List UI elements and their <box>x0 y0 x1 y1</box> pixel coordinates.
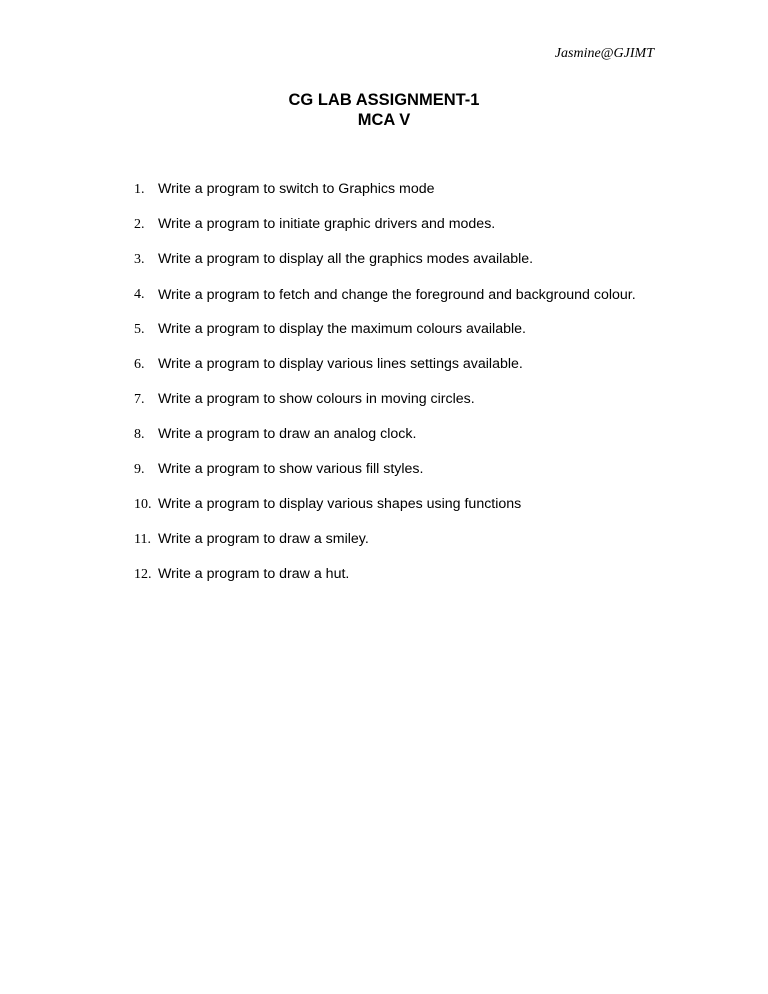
list-item <box>134 213 655 237</box>
list-item <box>134 388 655 412</box>
author-signature: Jasmine@GJIMT <box>554 46 654 61</box>
title-line-1: CG LAB ASSIGNMENT-1 <box>288 91 480 109</box>
list-item-text: Write a program to display various shapes using functions <box>158 496 522 512</box>
list-item-text: Write a program to display various lines settings available. <box>158 356 523 372</box>
list-item-text: Write a program to draw an analog clock. <box>158 426 417 442</box>
list-item-number: 3. <box>134 252 145 267</box>
assignment-task-list <box>134 178 655 598</box>
list-item <box>134 353 655 377</box>
list-item-number: 10. <box>134 497 152 512</box>
list-item-text: Write a program to display the maximum colours available. <box>158 321 526 337</box>
title-line-2: MCA V <box>357 111 411 129</box>
list-item-number: 12. <box>134 567 152 582</box>
list-item <box>134 563 655 587</box>
list-item <box>134 178 655 202</box>
list-item <box>134 493 655 517</box>
list-item-number: 7. <box>134 392 145 407</box>
list-item-number: 4. <box>134 287 145 302</box>
list-item-text: Write a program to display all the graphics modes available. <box>158 251 534 267</box>
list-item-number: 1. <box>134 182 145 197</box>
list-item-number: 2. <box>134 217 145 232</box>
list-item-number: 9. <box>134 462 145 477</box>
document-title <box>0 90 768 130</box>
list-item-number: 5. <box>134 322 145 337</box>
list-item-text: Write a program to draw a hut. <box>158 566 350 582</box>
list-item-text: Write a program to show colours in moving circles. <box>158 391 475 407</box>
list-item-number: 8. <box>134 427 145 442</box>
list-item <box>134 528 655 552</box>
list-item <box>134 248 655 272</box>
list-item <box>134 318 655 342</box>
list-item-number: 6. <box>134 357 145 372</box>
list-item <box>134 423 655 447</box>
list-item-text: Write a program to show various fill styles. <box>158 461 424 477</box>
list-item <box>134 458 655 482</box>
list-item-text: Write a program to switch to Graphics mode <box>158 181 435 197</box>
list-item-number: 11. <box>134 532 151 547</box>
list-item-text: Write a program to draw a smiley. <box>158 531 369 547</box>
list-item <box>134 283 655 307</box>
list-item-text: Write a program to fetch and change the foreground and background colour. <box>158 287 636 303</box>
list-item-text: Write a program to initiate graphic drivers and modes. <box>158 216 496 232</box>
